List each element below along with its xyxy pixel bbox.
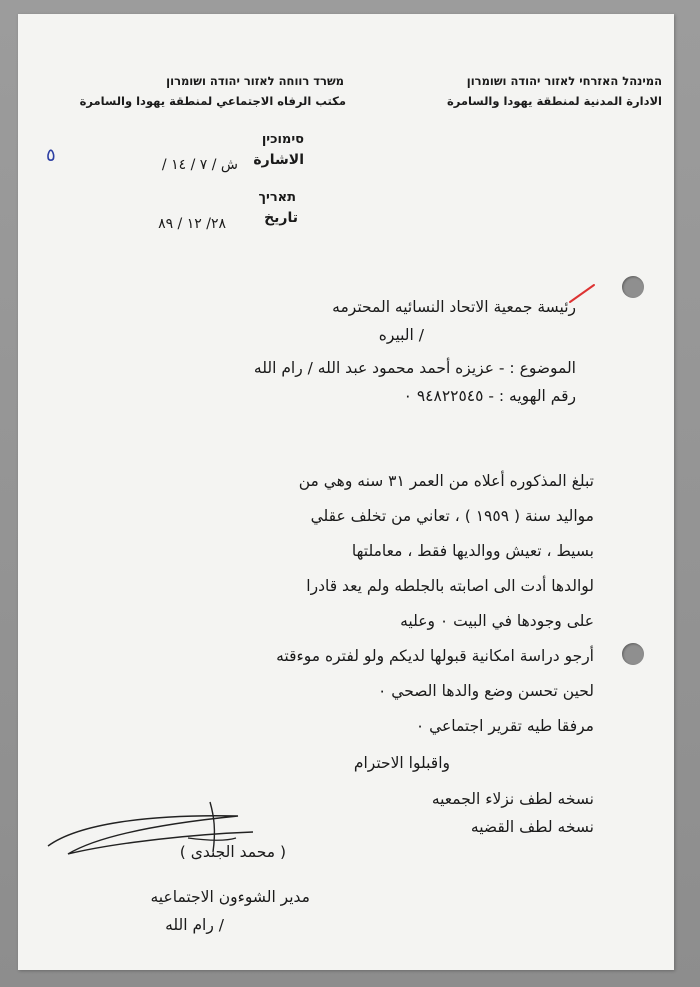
body-line-8: مرفقا طيه تقرير اجتماعي ٠ [415, 717, 594, 735]
reference-label-arabic: الاشارة [253, 152, 304, 168]
body-line-1: تبلغ المذكوره أعلاه من العمر ٣١ سنه وهي من [298, 472, 594, 490]
letterhead-left-hebrew: משרד רווחה לאזור יהודה ושומרון [166, 74, 344, 88]
reference-label-hebrew: סימוכין [261, 132, 304, 147]
handwritten-signature [38, 794, 278, 874]
letterhead-right-arabic: الادارة المدنية لمنطقة يهودا والسامرة [446, 94, 662, 108]
punch-hole-top [622, 276, 644, 298]
copy-line-2: نسخه لطف القضيه [470, 818, 594, 836]
id-number-line: رقم الهويه : - ٩٤٨٢٢٥٤٥ ٠ [403, 387, 576, 405]
body-line-5: على وجودها في البيت ٠ وعليه [400, 612, 594, 630]
signer-name: ( محمد الجندى ) [179, 843, 286, 861]
date-label-hebrew: תאריך [258, 190, 296, 205]
copy-line-1: نسخه لطف نزلاء الجمعيه [431, 790, 594, 808]
date-label-arabic: تاريخ [264, 210, 298, 226]
signer-title: مدير الشوءون الاجتماعيه [150, 888, 310, 906]
addressee-line-2: / البيره [378, 326, 424, 344]
addressee-line-1: رئيسة جمعية الاتحاد النسائيه المحترمه [332, 298, 576, 316]
letterhead-left-arabic: مكتب الرفاه الاجتماعي لمنطقة يهودا والسامرة [79, 94, 346, 108]
letterhead-right-hebrew: המינהל האזרחי לאזור יהודה ושומרון [466, 74, 662, 88]
punch-hole-bottom [622, 643, 644, 665]
signer-location: / رام الله [165, 916, 224, 934]
closing-line: واقبلوا الاحترام [353, 754, 450, 772]
body-line-2: مواليد سنة ( ١٩٥٩ ) ، تعاني من تخلف عقلي [310, 507, 594, 525]
date-value: ٢٨/ ١٢ / ٨٩ [158, 216, 226, 232]
subject-line: الموضوع : - عزيزه أحمد محمود عبد الله / رام الله [253, 359, 576, 377]
letter-page [18, 14, 674, 970]
body-line-4: لوالدها أدت الى اصابته بالجلطه ولم يعد قادرا [306, 577, 594, 595]
body-line-7: لحين تحسن وضع والدها الصحي ٠ [378, 682, 594, 700]
body-line-3: بسيط ، تعيش ووالديها فقط ، معاملتها [351, 542, 594, 560]
body-line-6: أرجو دراسة امكانية قبولها لديكم ولو لفتره موءقته [276, 647, 594, 665]
reference-value: ش / ٧ / ١٤ / [161, 157, 238, 173]
reference-handwritten-mark: ٥ [46, 145, 56, 166]
